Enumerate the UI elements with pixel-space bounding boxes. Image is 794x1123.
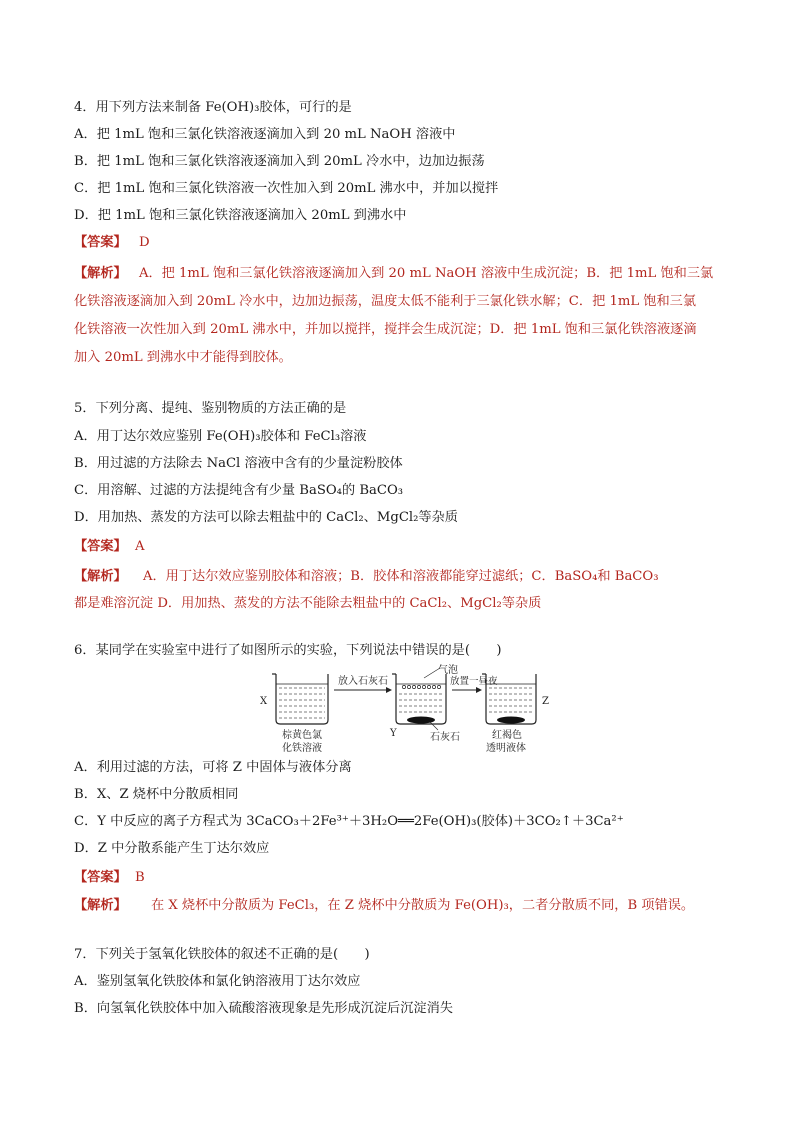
q5-option-d: D．用加热、蒸发的方法可以除去粗盐中的 CaCl₂、MgCl₂等杂质	[74, 510, 458, 525]
q4-analysis-line-2: 化铁溶液逐滴加入到 20mL 冷水中，边加边振荡，温度太低不能利于三氯化铁水解；C．把 1mL 饱和三氯	[74, 294, 697, 309]
q4-option-c: C．把 1mL 饱和三氯化铁溶液一次性加入到 20mL 沸水中，并加以搅拌	[74, 181, 499, 196]
q4-answer: D	[138, 235, 150, 250]
q6-answer: B	[134, 870, 145, 885]
q6-option-b: B．X、Z 烧杯中分散质相同	[74, 787, 239, 802]
arrow-2-head	[476, 687, 482, 693]
q5-answer: A	[134, 539, 145, 554]
caption-left-2: 化铁溶液	[282, 743, 322, 754]
q7-option-a: A．鉴别氢氧化铁胶体和氯化钠溶液用丁达尔效应	[74, 974, 361, 989]
caption-left-1: 棕黄色氯	[282, 730, 322, 741]
beaker-x	[272, 674, 328, 724]
q4-analysis-line-3: 化铁溶液一次性加入到 20mL 沸水中，并加以搅拌，搅拌会生成沉淀；D．把 1mL 饱和三氯化铁溶液逐滴	[74, 322, 697, 337]
label-z: Z	[542, 696, 549, 707]
q5-analysis-line-2: 都是难溶沉淀 D．用加热、蒸发的方法不能除去粗盐中的 CaCl₂、MgCl₂等杂质	[74, 596, 542, 611]
q5-stem: 5．下列分离、提纯、鉴别物质的方法正确的是	[74, 401, 347, 416]
experiment-diagram	[254, 664, 554, 756]
q6-analysis-line-1: 在 X 烧杯中分散质为 FeCl₃，在 Z 烧杯中分散质为 Fe(OH)₃，二者分散质不同，B 项错误。	[150, 898, 695, 913]
q4-answer-row	[74, 233, 734, 253]
q4-option-d: D．把 1mL 饱和三氯化铁溶液逐滴加入 20mL 到沸水中	[74, 208, 407, 223]
q7-option-b: B．向氢氧化铁胶体中加入硫酸溶液现象是先形成沉淀后沉淀消失	[74, 1001, 453, 1016]
q4-stem: 4．用下列方法来制备 Fe(OH)₃胶体，可行的是	[74, 100, 352, 115]
q6-option-c: C．Y 中反应的离子方程式为 3CaCO₃＋2Fe³⁺＋3H₂O══2Fe(OH)₃(胶体)＋3CO₂↑＋3Ca²⁺	[74, 814, 624, 829]
bubbles-label: 气泡	[438, 665, 458, 676]
arrow-1-head	[386, 687, 392, 693]
beaker-diagram-svg	[254, 664, 554, 756]
label-y: Y	[390, 728, 397, 739]
bubbles	[402, 685, 440, 688]
arrow-1-label: 放入石灰石	[338, 676, 388, 687]
q6-stem: 6．某同学在实验室中进行了如图所示的实验，下列说法中错误的是( )	[74, 643, 502, 658]
analysis-label: 【解析】	[74, 266, 127, 281]
q6-answer-row	[74, 868, 734, 888]
q6-analysis-row-1	[74, 896, 734, 916]
q6-option-a: A．利用过滤的方法，可将 Z 中固体与液体分离	[74, 760, 352, 775]
analysis-label: 【解析】	[74, 898, 127, 913]
q4-analysis-line-4: 加入 20mL 到沸水中才能得到胶体。	[74, 350, 292, 365]
q4-analysis-row-1	[74, 264, 734, 284]
arrow-2-label: 放置一昼夜	[450, 676, 498, 687]
q5-option-b: B．用过滤的方法除去 NaCl 溶液中含有的少量淀粉胶体	[74, 456, 403, 471]
q5-option-a: A．用丁达尔效应鉴别 Fe(OH)₃胶体和 FeCl₃溶液	[74, 429, 367, 444]
q4-option-a: A．把 1mL 饱和三氯化铁溶液逐滴加入到 20 mL NaOH 溶液中	[74, 127, 456, 142]
q7-stem: 7．下列关于氢氧化铁胶体的叙述不正确的是( )	[74, 947, 370, 962]
caption-right-2: 透明液体	[486, 743, 526, 754]
q6-option-d: D．Z 中分散系能产生丁达尔效应	[74, 841, 270, 856]
q5-option-c: C．用溶解、过滤的方法提纯含有少量 BaSO₄的 BaCO₃	[74, 483, 404, 498]
label-x: X	[260, 696, 268, 707]
analysis-label: 【解析】	[74, 569, 127, 584]
q4-analysis-line-1: A．把 1mL 饱和三氯化铁溶液逐滴加入到 20 mL NaOH 溶液中生成沉淀；B．把 1mL 饱和三氯	[138, 266, 714, 281]
q5-answer-row	[74, 537, 734, 557]
answer-label: 【答案】	[74, 870, 127, 885]
z-solid	[497, 717, 525, 724]
q5-analysis-line-1: A．用丁达尔效应鉴别胶体和溶液；B．胶体和溶液都能穿过滤纸；C．BaSO₄和 BaCO₃	[142, 569, 659, 584]
answer-label: 【答案】	[74, 539, 127, 554]
beaker-y	[392, 674, 446, 724]
limestone-label: 石灰石	[430, 732, 460, 743]
caption-right-1: 红褐色	[492, 730, 522, 741]
q4-option-b: B．把 1mL 饱和三氯化铁溶液逐滴加入到 20mL 冷水中，边加边振荡	[74, 154, 485, 169]
answer-label: 【答案】	[74, 235, 127, 250]
q5-analysis-row-1	[74, 567, 734, 587]
